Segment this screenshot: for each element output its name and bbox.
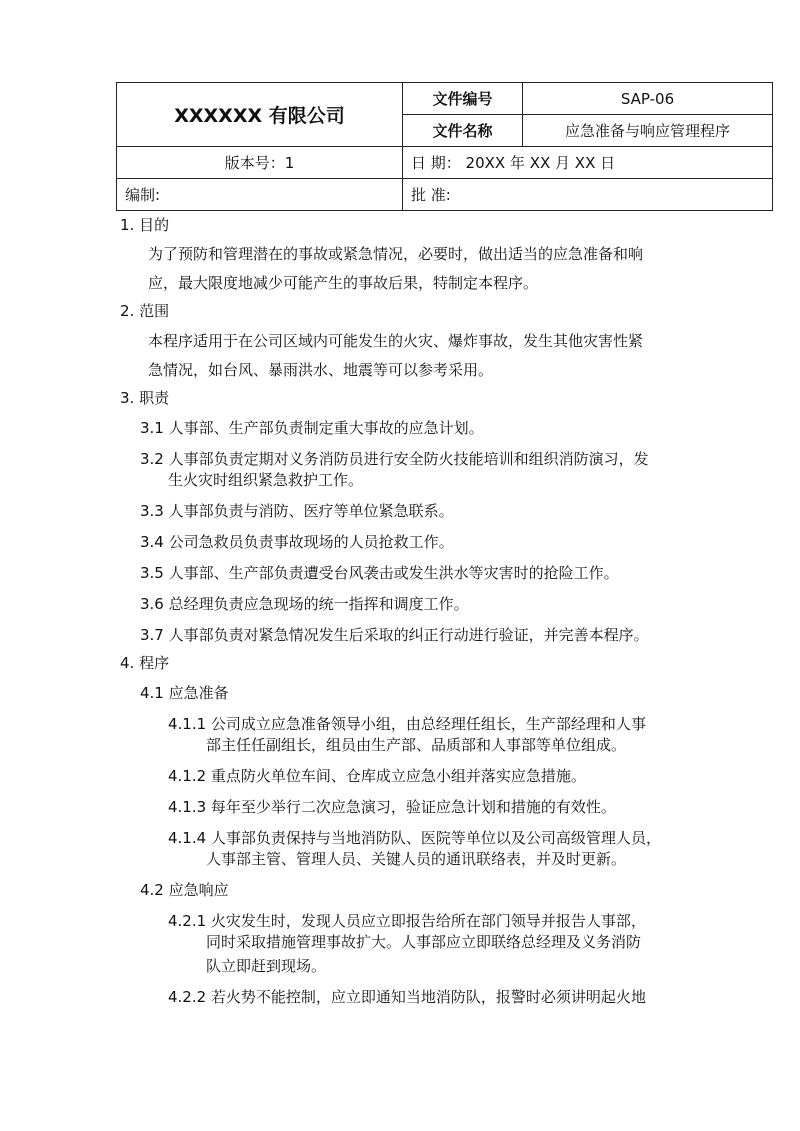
version-number: 版本号：1 [117,147,403,179]
item-4-1-1-line-1: 4.1.1 公司成立应急准备领导小组，由总经理任组长，生产部经理和人事 [168,715,646,733]
item-3-2-line-2: 生火灾时组织紧急救护工作。 [168,471,364,489]
section-4-title: 4. 程序 [120,654,170,672]
item-4-1-1-line-2: 部主任任副组长，组员由生产部、品质部和人事部等单位组成。 [206,736,627,754]
approved-by: 批 准: [403,179,773,211]
item-4-1-3: 4.1.3 每年至少举行二次应急演习，验证应急计划和措施的有效性。 [168,798,616,816]
item-4-1-4-line-2: 人事部主管、管理人员、关键人员的通讯联络表，并及时更新。 [206,850,627,868]
item-3-6: 3.6 总经理负责应急现场的统一指挥和调度工作。 [140,595,469,613]
item-4-1-2: 4.1.2 重点防火单位车间、仓库成立应急小组并落实应急措施。 [168,767,586,785]
section-1-title: 1. 目的 [120,216,170,234]
item-4-2-2-line-1: 4.2.2 若火势不能控制，应立即通知当地消防队，报警时必须讲明起火地 [168,988,646,1006]
section-2-title: 2. 范围 [120,302,170,320]
item-3-4: 3.4 公司急救员负责事故现场的人员抢救工作。 [140,533,454,551]
doc-name-label: 文件名称 [403,115,523,147]
section-2-para-line-2: 急情况，如台风、暴雨洪水、地震等可以参考采用。 [148,361,494,379]
document-date: 日 期： 20XX 年 XX 月 XX 日 [403,147,773,179]
section-1-para-line-1: 为了预防和管理潜在的事故或紧急情况，必要时，做出适当的应急准备和响 [148,245,644,263]
section-1-para-line-2: 应，最大限度地减少可能产生的事故后果，特制定本程序。 [148,274,539,292]
item-3-1: 3.1 人事部、生产部负责制定重大事故的应急计划。 [140,419,484,437]
prepared-by: 编制: [117,179,403,211]
section-2-para-line-1: 本程序适用于在公司区域内可能发生的火灾、爆炸事故，发生其他灾害性紧 [148,332,644,350]
doc-number-value: SAP-06 [523,83,773,115]
item-4-1-title: 4.1 应急准备 [140,684,229,702]
item-4-2-title: 4.2 应急响应 [140,881,229,899]
item-4-2-1-line-2: 同时采取措施管理事故扩大。人事部应立即联络总经理及义务消防 [206,933,642,951]
item-4-2-1-line-1: 4.2.1 火灾发生时，发现人员应立即报告给所在部门领导并报告人事部， [168,912,646,930]
section-3-title: 3. 职责 [120,389,170,407]
document-header-table [116,82,773,211]
item-3-3: 3.3 人事部负责与消防、医疗等单位紧急联系。 [140,502,454,520]
doc-number-label: 文件编号 [403,83,523,115]
company-name: XXXXXX 有限公司 [117,83,403,147]
doc-name-value: 应急准备与响应管理程序 [523,115,773,147]
item-3-7: 3.7 人事部负责对紧急情况发生后采取的纠正行动进行验证，并完善本程序。 [140,626,649,644]
item-3-5: 3.5 人事部、生产部负责遭受台风袭击或发生洪水等灾害时的抢险工作。 [140,564,619,582]
item-3-2-line-1: 3.2 人事部负责定期对义务消防员进行安全防火技能培训和组织消防演习，发 [140,450,649,468]
item-4-2-1-line-3: 队立即赶到现场。 [206,957,327,975]
item-4-1-4-line-1: 4.1.4 人事部负责保持与当地消防队、医院等单位以及公司高级管理人员， [168,829,661,847]
